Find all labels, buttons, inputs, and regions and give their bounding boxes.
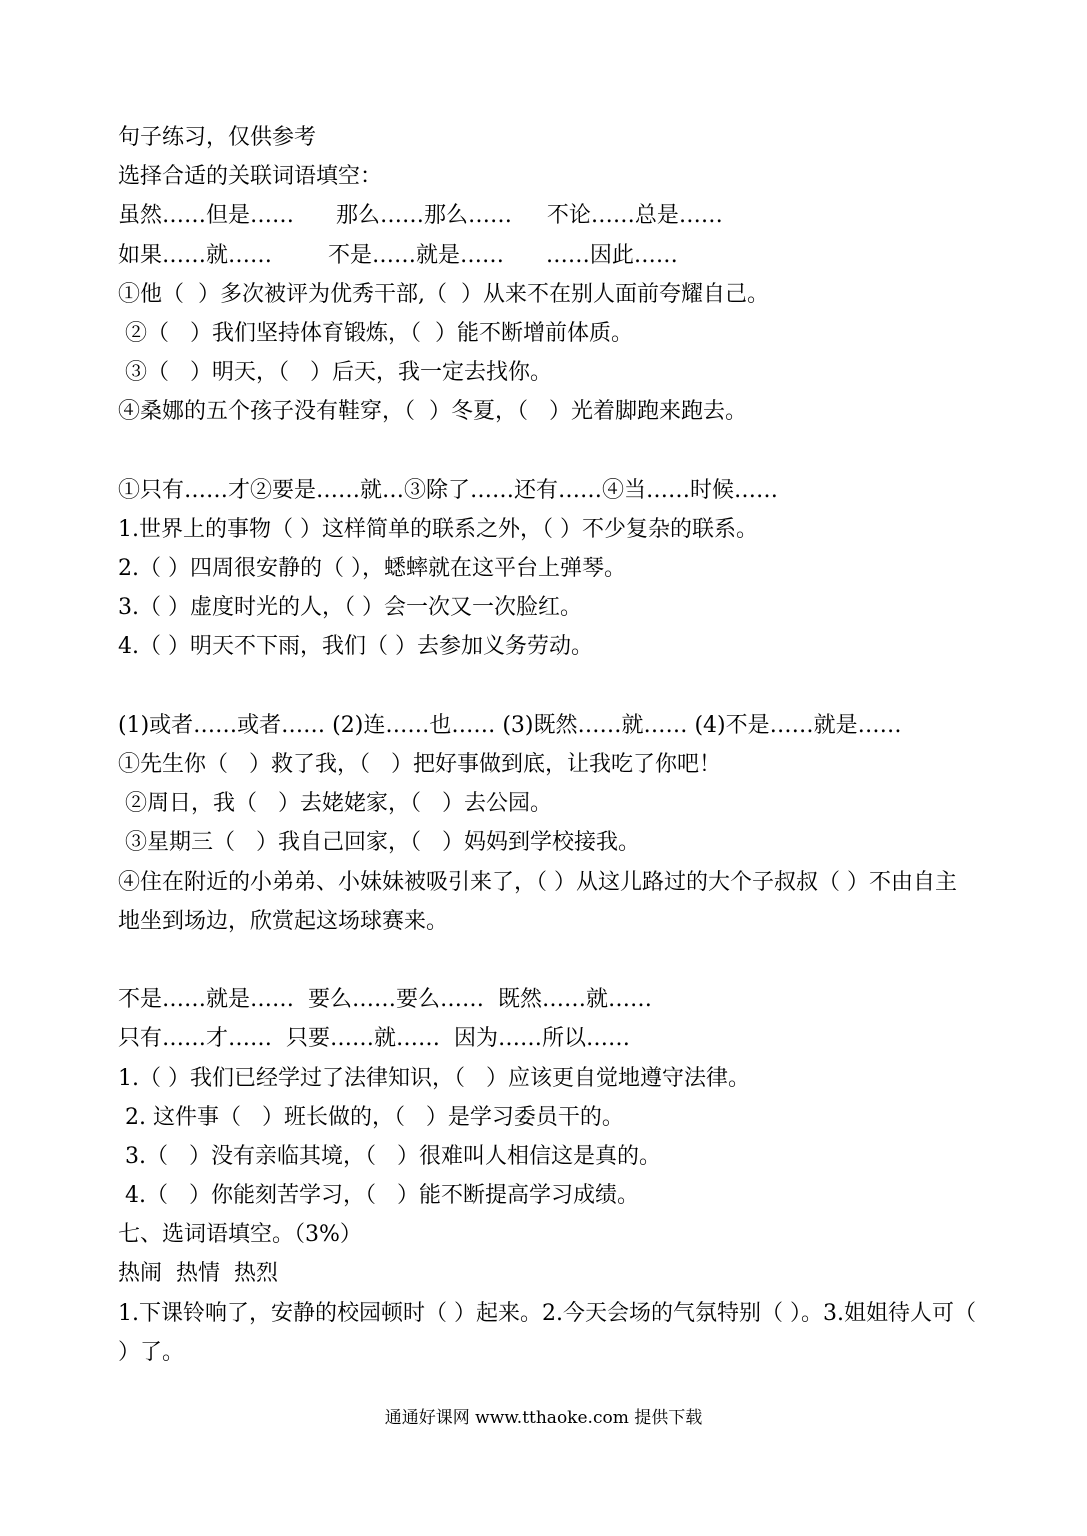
section4-item-2: 2. 这件事（ ）班长做的，（ ）是学习委员干的。 [118, 1104, 624, 1130]
section1-options-line2: 如果……就…… 不是……就是…… ……因此…… [118, 242, 678, 268]
footer-source: 通通好课网 www.tthaoke.com 提供下载 [384, 1408, 703, 1428]
section1-item-2: ②（ ）我们坚持体育锻炼，（ ）能不断增前体质。 [118, 320, 633, 346]
section4-item-3: 3.（ ）没有亲临其境，（ ）很难叫人相信这是真的。 [118, 1143, 661, 1169]
spacer [118, 667, 978, 706]
section1-item-1: ①他（ ）多次被评为优秀干部,（ ）从来不在别人面前夸耀自己。 [118, 281, 769, 307]
section1-item-3: ③（ ）明天，（ ）后天，我一定去找你。 [118, 360, 552, 386]
instruction: 选择合适的关联词语填空： [118, 164, 383, 190]
spacer [118, 941, 978, 980]
section1-item-4: ④桑娜的五个孩子没有鞋穿，（ ）冬夏，（ ）光着脚跑来跑去。 [118, 399, 747, 425]
page-title: 句子练习，仅供参考 [118, 125, 317, 150]
section4-item-4: 4.（ ）你能刻苦学习，（ ）能不断提高学习成绩。 [118, 1183, 639, 1209]
worksheet [118, 118, 978, 1372]
spacer [118, 432, 978, 471]
section3-item-1: ①先生你（ ）救了我，（ ）把好事做到底，让我吃了你吧！ [118, 752, 721, 778]
section5-question: 1.下课铃响了，安静的校园顿时（ ）起来。2.今天会场的气氛特别（ ）。3.姐姐待人可（ ）了。 [118, 1300, 976, 1365]
section4-item-1: 1.（ ）我们已经学过了法律知识，（ ）应该更自觉地遵守法律。 [118, 1065, 750, 1091]
section2-item-1: 1.世界上的事物（ ）这样简单的联系之外，（ ）不少复杂的联系。 [118, 516, 758, 542]
section2-options: ①只有……才②要是……就…③除了……还有……④当……时候…… [118, 477, 779, 503]
section5-words: 热闹 热情 热烈 [118, 1261, 278, 1287]
section3-options: (1)或者……或者…… (2)连……也…… (3)既然……就…… (4)不是……就是…… [118, 712, 902, 738]
section1-options-line1: 虽然……但是…… 那么……那么…… 不论……总是…… [118, 203, 723, 229]
section3-item-2: ②周日，我（ ）去姥姥家，（ ）去公园。 [118, 791, 552, 817]
section4-options-line2: 只有……才…… 只要……就…… 因为……所以…… [118, 1026, 630, 1052]
section2-item-4: 4.（ ）明天不下雨，我们（ ）去参加义务劳动。 [118, 634, 593, 660]
section3-item-3: ③星期三（ ）我自己回家，（ ）妈妈到学校接我。 [118, 830, 640, 856]
section4-options-line1: 不是……就是…… 要么……要么…… 既然……就…… [118, 987, 652, 1013]
section5-heading: 七、选词语填空。（3%） [118, 1222, 362, 1248]
section2-item-3: 3.（ ）虚度时光的人，（ ）会一次又一次脸红。 [118, 595, 582, 621]
section3-item-4: ④住在附近的小弟弟、小妹妹被吸引来了，（ ）从这儿路过的大个子叔叔（ ）不由自主地坐到场边，欣赏起这场球赛来。 [118, 869, 957, 934]
section2-item-2: 2.（ ）四周很安静的（ ），蟋蟀就在这平台上弹琴。 [118, 556, 626, 582]
